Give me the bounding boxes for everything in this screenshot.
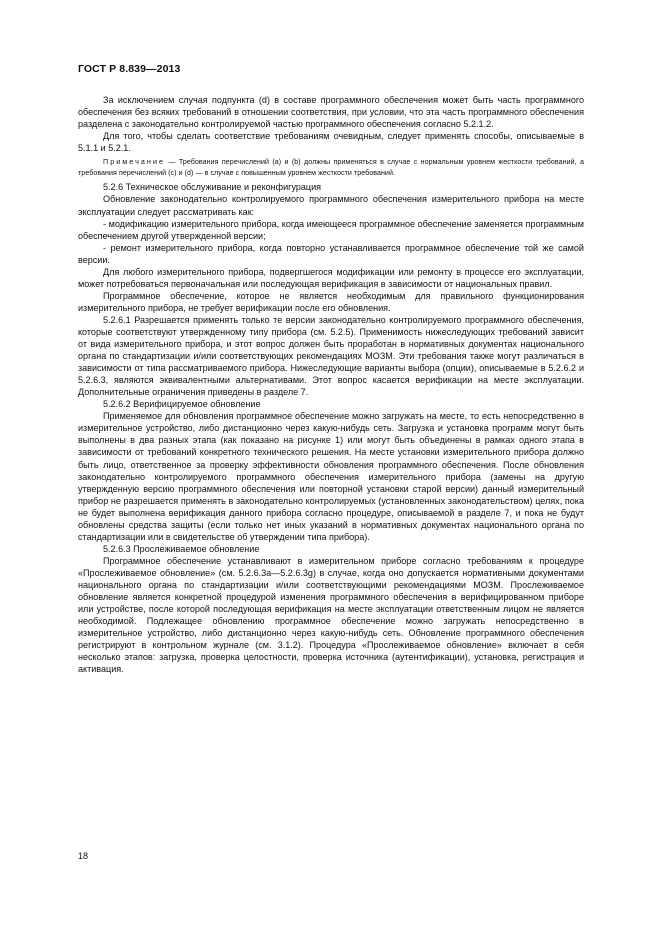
section-heading: 5.2.6 Техническое обслуживание и реконфигурация [103,182,322,193]
document-body [78,94,584,675]
section-heading: 5.2.6.3 Прослеживаемое обновление [103,543,260,554]
section-heading: 5.2.6.2 Верифицируемое обновление [103,399,261,410]
list-item: - ремонт измерительного прибора, когда повторно устанавливается программное обеспечение той же самой версии. [78,242,584,265]
paragraph: Для любого измерительного прибора, подвергшегося модификации или ремонту в процессе его эксплуатации, может потребоваться первоначальная или последующая верификация в зависимости от национальных правил. [78,266,584,289]
paragraph: Программное обеспечение устанавливают в измерительном приборе согласно требованиям к процедуре «Прослеживаемое обновление» (см. 5.2.6.3а—5.2.6.3g) в случае, когда оно допускается нормативными документами национального органа по стандартизации и/или соответствующими рекомендациями МОЗМ. Прослеживаемое обновление является конкретной процедурой изменения программного обеспечения в верифицированном приборе или устройстве, после которой последующая верификация на месте эксплуатации ответственным лицом не является необходимой. Подлежащее обновлению программное обеспечение можно загружать непосредственно в измерительное устройство, либо дистанционно через какую-нибудь сеть. Обновление программного обеспечения регистрируют в контрольном журнале (см. 3.1.2). Процедура «Прослеживаемое обновление» включает в себя несколько этапов: загрузка, проверка целостности, проверка источника (аутентификации), установка, регистрация и активация. [78,555,584,675]
note-text: — Требования перечислений (a) и (b) должны применяться в случае с нормальным уровнем жесткости требований, а требования перечислений (c) и (d) — в случае с повышенным уровнем жесткости требований. [78,158,584,177]
paragraph: Программное обеспечение, которое не является необходимым для правильного функционирования измерительного прибора, не требует верификации после его обновления. [78,290,584,313]
paragraph: 5.2.6.1 Разрешается применять только те версии законодательно контролируемого программного обеспечения, которые соответствуют утвержденному типу прибора (см. 5.2.5). Применимость нижеследующих требований зависит от вида измерительного прибора, и этот вопрос должен быть проработан в нормативных документах национального органа по стандартизации и/или соответствующих рекомендациях МОЗМ. Эти требования также могут различаться в зависимости от типа рассматриваемого прибора. Нижеследующие варианты выбора (опции), описываемые в 5.2.6.2 и 5.2.6.3, являются эквивалентными альтернативами. Этот вопрос касается верификации на месте эксплуатации. Дополнительные ограничения приведены в разделе 7. [78,314,584,398]
paragraph: Применяемое для обновления программное обеспечение можно загружать на месте, то есть непосредственно в измерительное устройство, либо дистанционно через какую-нибудь сеть. Загрузка и установка программ могут быть выполнены в два разных этапа (как показано на рисунке 1) или могут быть объединены в рамках одного этапа в зависимости от требований конкретного технического решения. На месте установки измерительного прибора должно быть лицо, ответственное за проверку эффективности обновления программного обеспечения. После обновления законодательно контролируемого программного обеспечения измерительного прибора (замены на другую утвержденную версию программного обеспечения или повторной установки старой версии) данный измерительный прибор не разрешается применять в законодательно контролируемых (установленных законодательством) целях, пока не будет выполнена верификация данного прибора согласно процедуре, описываемой в разделе 7, и пока не будут обновлены средства защиты (если только нет иных указаний в нормативных документах национального органа по стандартизации или в свидетельстве об утверждении типа прибора). [78,411,584,542]
paragraph: Обновление законодательно контролируемого программного обеспечения измерительного прибора на месте эксплуатации следует рассматривать как: [78,194,584,217]
page-number: 18 [78,851,89,861]
note [78,157,584,178]
paragraph: За исключением случая подпункта (d) в составе программного обеспечения может быть часть программного обеспечения без всяких требований в отношении соответствия, при условии, что эта часть программного обеспечения разделена с законодательно контролируемой частью программного обеспечения согласно 5.2.1.2. [78,95,584,130]
note-label: Примечание [103,158,166,167]
document-header: ГОСТ Р 8.839—2013 [78,63,181,75]
paragraph: Для того, чтобы сделать соответствие требованиям очевидным, следует применять способы, описываемые в 5.1.1 и 5.2.1. [78,131,584,154]
list-item: - модификацию измерительного прибора, когда имеющееся программное обеспечение заменяется программным обеспечением другой утвержденной версии; [78,218,584,241]
